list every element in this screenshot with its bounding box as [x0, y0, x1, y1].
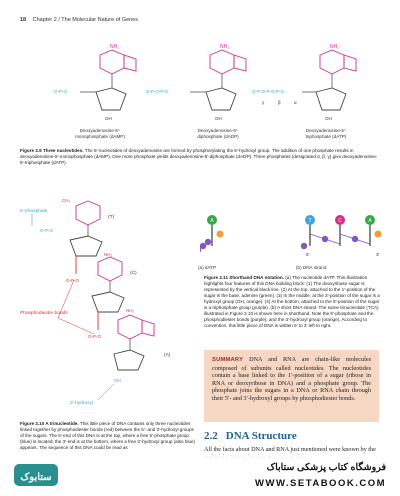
- section-title: DNA Structure: [225, 430, 297, 442]
- five-prime-label: 5′: [306, 252, 310, 257]
- banner-persian-text: فروشگاه کتاب پزشکی ستاباک: [266, 462, 386, 473]
- summary-heading: SUMMARY: [212, 357, 244, 363]
- figure-2-9-caption: Figure 2.9 Three nucleotides. The 5′-nucleotides of deoxyadenosine are formed by phosphorylating the 5′-hydroxyl group. The addition of one phosphate results in deoxyadenosine-5′-monophosphate (dAMP). One more phosphate yields deoxyadenosine-5′-diphosphate (dADP). Three phosphates (designated α, β, γ) give deoxyadenosine-5′-triphosphate (dATP).: [20, 148, 378, 165]
- damp-molecule: [54, 44, 136, 121]
- section-body: All the facts about DNA and RNA just mentioned were known by the: [204, 446, 376, 453]
- three-prime-hydroxyl-label: 3′-hydroxyl: [70, 401, 94, 406]
- adenine-ring: [210, 50, 234, 74]
- dadp-label: Deoxyadenosine-5′- diphosphate (dADP): [197, 128, 239, 139]
- panel-a-datp: [200, 215, 224, 253]
- phosphate-circle: [301, 243, 307, 249]
- panel-a-label: (a) dATP: [198, 265, 217, 270]
- alpha-label: α: [294, 100, 297, 105]
- nh2-label: NH₂: [126, 308, 135, 313]
- damp-label: Deoxyadenosine-5′- monophosphate (dAMP): [75, 128, 125, 139]
- sugar-ring: [92, 292, 124, 312]
- datp-molecule: [252, 44, 356, 121]
- ch3-label: CH₃: [62, 198, 71, 203]
- three-prime-label: 3′: [376, 252, 380, 257]
- thymine-ring: [76, 201, 100, 225]
- adenine-ring: [320, 50, 344, 74]
- svg-text:C: C: [338, 218, 342, 224]
- five-prime-phosphate-label: 5′-phosphate: [20, 209, 48, 214]
- setabook-logo[interactable]: [12, 460, 60, 490]
- panel-b-label: (b) DNA strand: [296, 265, 327, 270]
- oh-label: OH: [105, 116, 112, 121]
- panel-b-strand: [301, 215, 382, 257]
- nh2-label: NH₂: [104, 252, 113, 257]
- oh-label: OH: [114, 378, 121, 383]
- figure-2-10-diagram: [18, 196, 198, 418]
- sugar-ring: [96, 88, 126, 110]
- page-number: 18: [20, 17, 27, 23]
- svg-text:A: A: [368, 218, 372, 224]
- nh2-label: NH₂: [330, 44, 340, 50]
- section-number: 2.2: [204, 430, 218, 442]
- oh-label: OH: [215, 116, 222, 121]
- banner-url[interactable]: WWW.SETABOOK.COM: [255, 478, 386, 489]
- adenine-ring: [142, 320, 154, 336]
- sugar-ring: [316, 88, 346, 110]
- gamma-label: γ: [262, 100, 265, 105]
- summary-text: DNA and RNA are chain-like molecules composed of subunits called nucleotides. The nucleotides contain a base linked to the 1′-position of a sugar (ribose in RNA or deoxyribose in DNA) and a phosphate group. The phosphate joins the sugars in a DNA or RNA chain through their 5′- and 3′-hydroxyl groups by phosphodiester bonds.: [212, 356, 371, 402]
- chapter-title: Chapter 2 / The Molecular Nature of Genes: [32, 17, 139, 23]
- phosphate-group: O-P-O: [54, 89, 67, 94]
- sugar-ring: [114, 350, 144, 370]
- phosphate-group: O-P-O-P-O: [146, 89, 169, 94]
- hydroxyl-circle: [217, 231, 224, 238]
- cytosine-ring: [98, 257, 122, 281]
- adenine-ring: [344, 55, 356, 71]
- adenine-ring: [118, 315, 142, 339]
- phosphate-circle: [200, 243, 206, 249]
- phosphate-group: O-P-O: [88, 334, 101, 339]
- sugar-ring: [206, 88, 236, 110]
- phosphate-circle: [352, 236, 358, 242]
- section-heading: [204, 430, 297, 442]
- figure-2-11-caption: Figure 2.11 Shorthand DNA notation. (a) The nucleotide dATP. This illustration highlights four features of this DNA building block: (1) The deoxyribose sugar is represented by the vertical black line. (2) At the top, attached to the 1′-position of the sugar is the base, adenine (green). (3) In the middle, at the 3′-position of the sugar is a hydroxyl group (OH, orange). (4) At the bottom, attached to the 5′-position of the sugar is a triphosphate group (purple). (b) A short DNA strand. The same trinucleotide (TCA) illustrated in Figure 2.10 is shown here in shorthand. Note the 5′-phosphate and the phosphodiester bonds (purple), and the 3′-hydroxyl group (orange). According to convention, this little piece of DNA is written 5′ to 3′ left to right.: [204, 275, 380, 328]
- phosphate-group: O-P-O: [66, 278, 79, 283]
- figure-2-10-caption: Figure 2.10 A trinucleotide. This little piece of DNA contains only three nucleotides linked together by phosphodiester bonds (red) between the 5′- and 3′-hydroxyl groups of the sugars. The 5′-end of this DNA is at the top, where a free 5′-phosphate group (blue) is located; the 3′-end is at the bottom, where a free 3′-hydroxyl group (also blue) appears. The sequence of this DNA could be read as: [20, 421, 196, 450]
- figure-2-11-diagram: [200, 212, 390, 262]
- beta-label: β: [278, 100, 281, 105]
- base-a-label: (A): [164, 353, 171, 358]
- nh2-label: NH₂: [220, 44, 230, 50]
- svg-text:T: T: [308, 218, 312, 224]
- phosphate-circle: [322, 236, 328, 242]
- phosphodiester-bonds-label: Phosphodiester bonds: [20, 311, 68, 316]
- nh2-label: NH₂: [110, 44, 120, 50]
- figure-2-9-diagram: [40, 40, 370, 140]
- page-header: [20, 17, 138, 23]
- hydroxyl-circle: [375, 231, 382, 238]
- adenine-ring: [124, 55, 136, 71]
- datp-label: Deoxyadenosine-5′- triphosphate (dATP): [305, 128, 347, 139]
- dadp-molecule: [146, 44, 246, 121]
- phosphate-group: O-P-O-P-O-P-O: [252, 89, 284, 94]
- phosphate-circle: [205, 239, 211, 245]
- base-t-label: (T): [108, 215, 115, 220]
- svg-text:A: A: [210, 218, 214, 224]
- base-c-label: (C): [130, 271, 137, 276]
- summary-box: [204, 350, 379, 422]
- adenine-ring: [100, 50, 124, 74]
- oh-label: OH: [325, 116, 332, 121]
- sugar-ring: [70, 236, 102, 256]
- svg-text:ستابوک: ستابوک: [20, 472, 52, 483]
- adenine-ring: [234, 55, 246, 71]
- phosphate-group: O-P-O: [40, 228, 53, 233]
